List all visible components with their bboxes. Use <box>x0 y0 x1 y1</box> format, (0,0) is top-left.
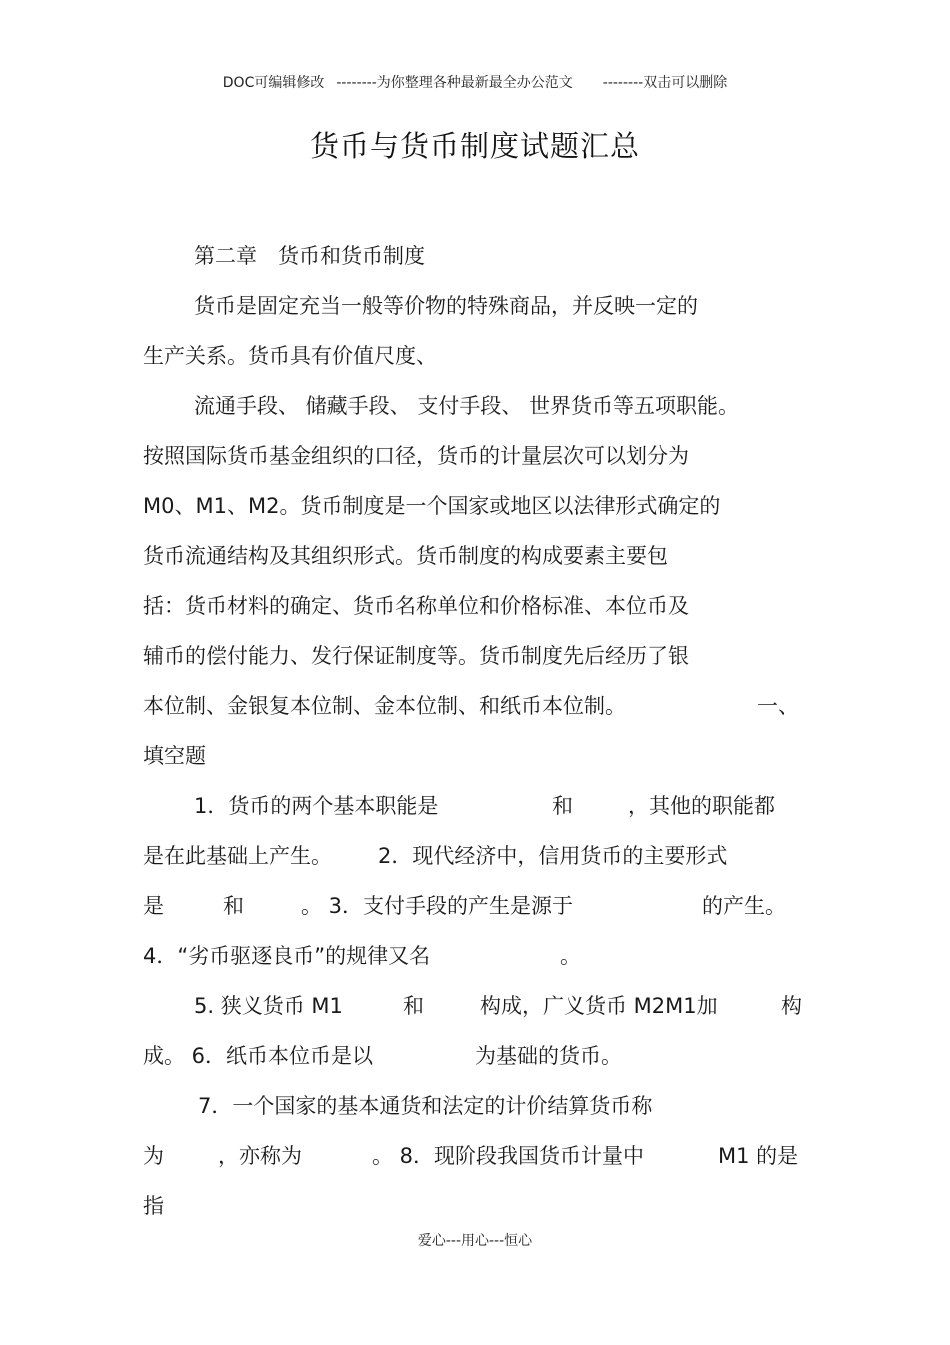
header-delete-hint: --------双击可以删除 <box>602 75 728 91</box>
section-heading-fill-blank: 填空题 <box>143 744 206 768</box>
chapter-heading: 第二章 货币和货币制度 <box>194 244 425 268</box>
question-4-end: 。 <box>560 944 581 968</box>
question-6-text: 成。 6．纸币本位币是以 <box>143 1044 374 1068</box>
page-footer: 爱心---用心---恒心 <box>417 1233 533 1249</box>
question-2-is: 是 <box>143 894 164 918</box>
question-7-alias: ，亦称为 <box>218 1144 302 1168</box>
body-line-4: 按照国际货币基金组织的口径，货币的计量层次可以划分为 <box>143 444 689 468</box>
question-3-end: 的产生。 <box>702 894 786 918</box>
question-5-text: 5. 狭义货币 M1 <box>194 994 343 1018</box>
body-line-9-text: 本位制、金银复本位制、金本位制、和纸币本位制。 <box>143 694 626 718</box>
document-title: 货币与货币制度试题汇总 <box>309 129 640 163</box>
question-5-and: 和 <box>403 994 424 1018</box>
question-8-text: 。 8．现阶段我国货币计量中 <box>372 1144 645 1168</box>
question-2-text: 2．现代经济中，信用货币的主要形式 <box>378 844 728 868</box>
question-5-tail: 构 <box>781 994 802 1018</box>
body-line-9 <box>143 692 626 720</box>
question-1-rest: ，其他的职能都 <box>628 794 775 818</box>
question-1-end: 是在此基础上产生。 <box>143 844 332 868</box>
question-5-rest: 构成，广义货币 M2M1加 <box>480 994 718 1018</box>
body-line-5: M0、M1、M2。货币制度是一个国家或地区以法律形式确定的 <box>143 494 721 518</box>
header-note: --------为你整理各种最新最全办公范文 <box>336 75 573 91</box>
question-3-text: 。 3．支付手段的产生是源于 <box>301 894 574 918</box>
question-2-and: 和 <box>223 894 244 918</box>
question-8-m1: M1 的是 <box>718 1144 799 1168</box>
section-number: 一、 <box>757 694 799 718</box>
body-line-3: 流通手段、 储藏手段、 支付手段、 世界货币等五项职能。 <box>194 394 740 418</box>
question-1-and: 和 <box>552 794 573 818</box>
question-7-text: 7．一个国家的基本通货和法定的计价结算货币称 <box>198 1094 653 1118</box>
question-6-end: 为基础的货币。 <box>475 1044 622 1068</box>
question-7-as: 为 <box>143 1144 164 1168</box>
page-header <box>0 72 950 92</box>
body-line-1: 货币是固定充当一般等价物的特殊商品，并反映一定的 <box>194 294 698 318</box>
question-4-text: 4．“劣币驱逐良币”的规律又名 <box>143 944 431 968</box>
body-line-6: 货币流通结构及其组织形式。货币制度的构成要素主要包 <box>143 544 668 568</box>
question-8-end: 指 <box>143 1194 164 1218</box>
body-line-2: 生产关系。货币具有价值尺度、 <box>143 344 437 368</box>
header-doc-label: DOC可编辑修改 <box>222 75 325 91</box>
question-1-text: 1．货币的两个基本职能是 <box>194 794 439 818</box>
body-line-7: 括：货币材料的确定、货币名称单位和价格标准、本位币及 <box>143 594 689 618</box>
body-line-8: 辅币的偿付能力、发行保证制度等。货币制度先后经历了银 <box>143 644 689 668</box>
